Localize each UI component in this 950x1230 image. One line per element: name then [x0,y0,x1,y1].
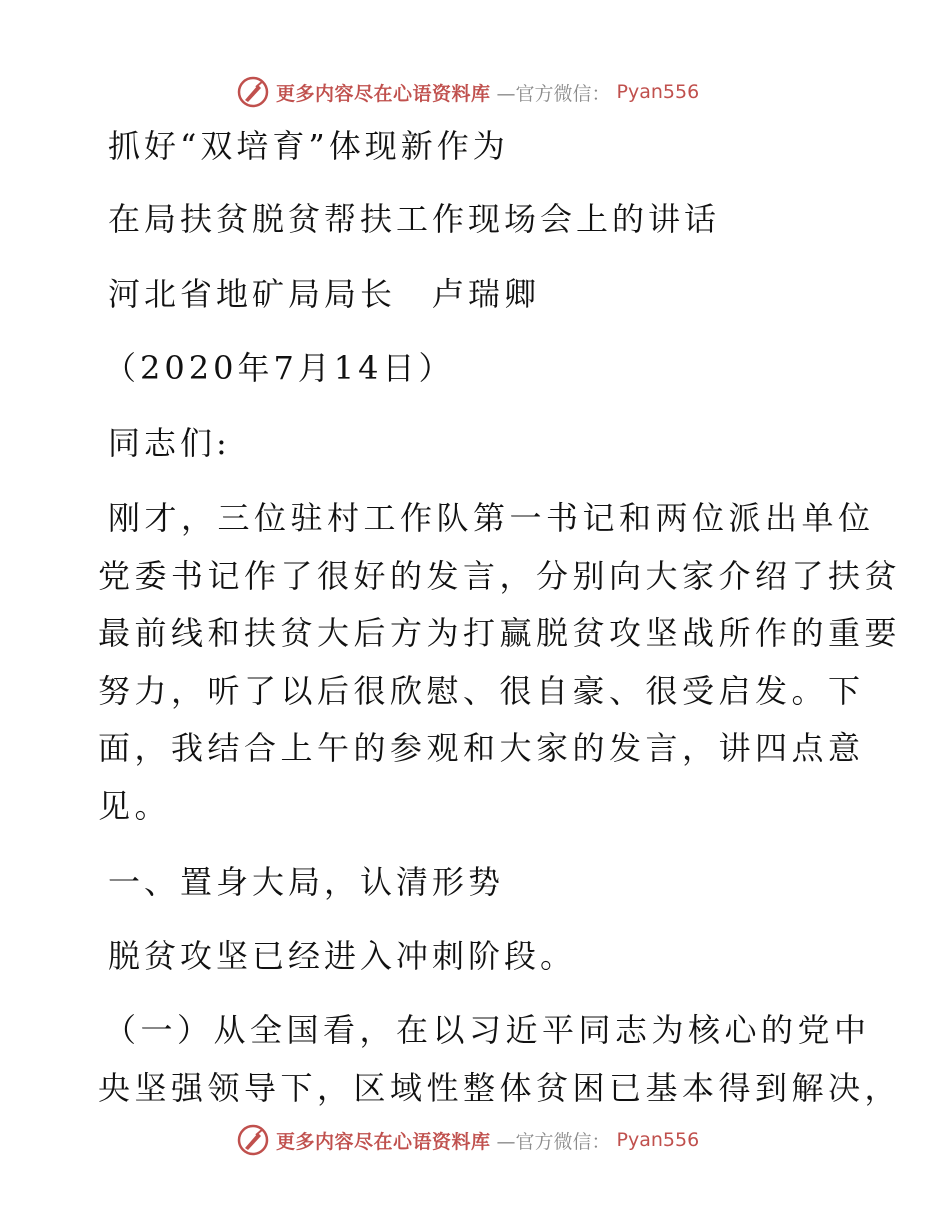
watermark-wechat-id: Pyan556 [616,81,700,103]
watermark-separator: —官方微信： [496,1130,611,1153]
quill-pen-logo-icon [236,1123,270,1157]
paragraph3-line: 央坚强领导下，区域性整体贫困已基本得到解决， [98,1069,902,1107]
watermark-wechat-id: Pyan556 [616,1129,700,1151]
paragraph1-line: 刚才，三位驻村工作队第一书记和两位派出单位 [108,499,875,537]
watermark-separator: —官方微信： [496,82,611,105]
document-date: （2020年7月14日） [104,349,455,387]
watermark-brand: 更多内容尽在心语资料库 [276,1130,491,1153]
document-author: 河北省地矿局局长 卢瑞卿 [108,275,541,313]
salutation: 同志们: [108,424,231,462]
document-subtitle: 在局扶贫脱贫帮扶工作现场会上的讲话 [108,200,721,238]
paragraph2: 脱贫攻坚已经进入冲刺阶段。 [108,937,577,975]
paragraph3-line: （一）从全国看，在以习近平同志为核心的党中 [104,1011,871,1049]
paragraph1-line: 努力，听了以后很欣慰、很自豪、很受启发。下 [98,672,865,710]
paragraph1-line: 面，我结合上午的参观和大家的发言，讲四点意 [98,729,865,767]
footer-watermark [236,1120,699,1160]
document-title: 抓好“双培育”体现新作为 [108,127,509,165]
header-watermark [236,72,699,112]
quill-pen-logo-icon [236,75,270,109]
watermark-brand: 更多内容尽在心语资料库 [276,82,491,105]
section-heading: 一、置身大局，认清形势 [108,863,505,901]
paragraph1-line: 见。 [98,787,172,825]
paragraph1-line: 最前线和扶贫大后方为打赢脱贫攻坚战所作的重要 [98,614,902,652]
paragraph1-line: 党委书记作了很好的发言，分别向大家介绍了扶贫 [98,557,902,595]
